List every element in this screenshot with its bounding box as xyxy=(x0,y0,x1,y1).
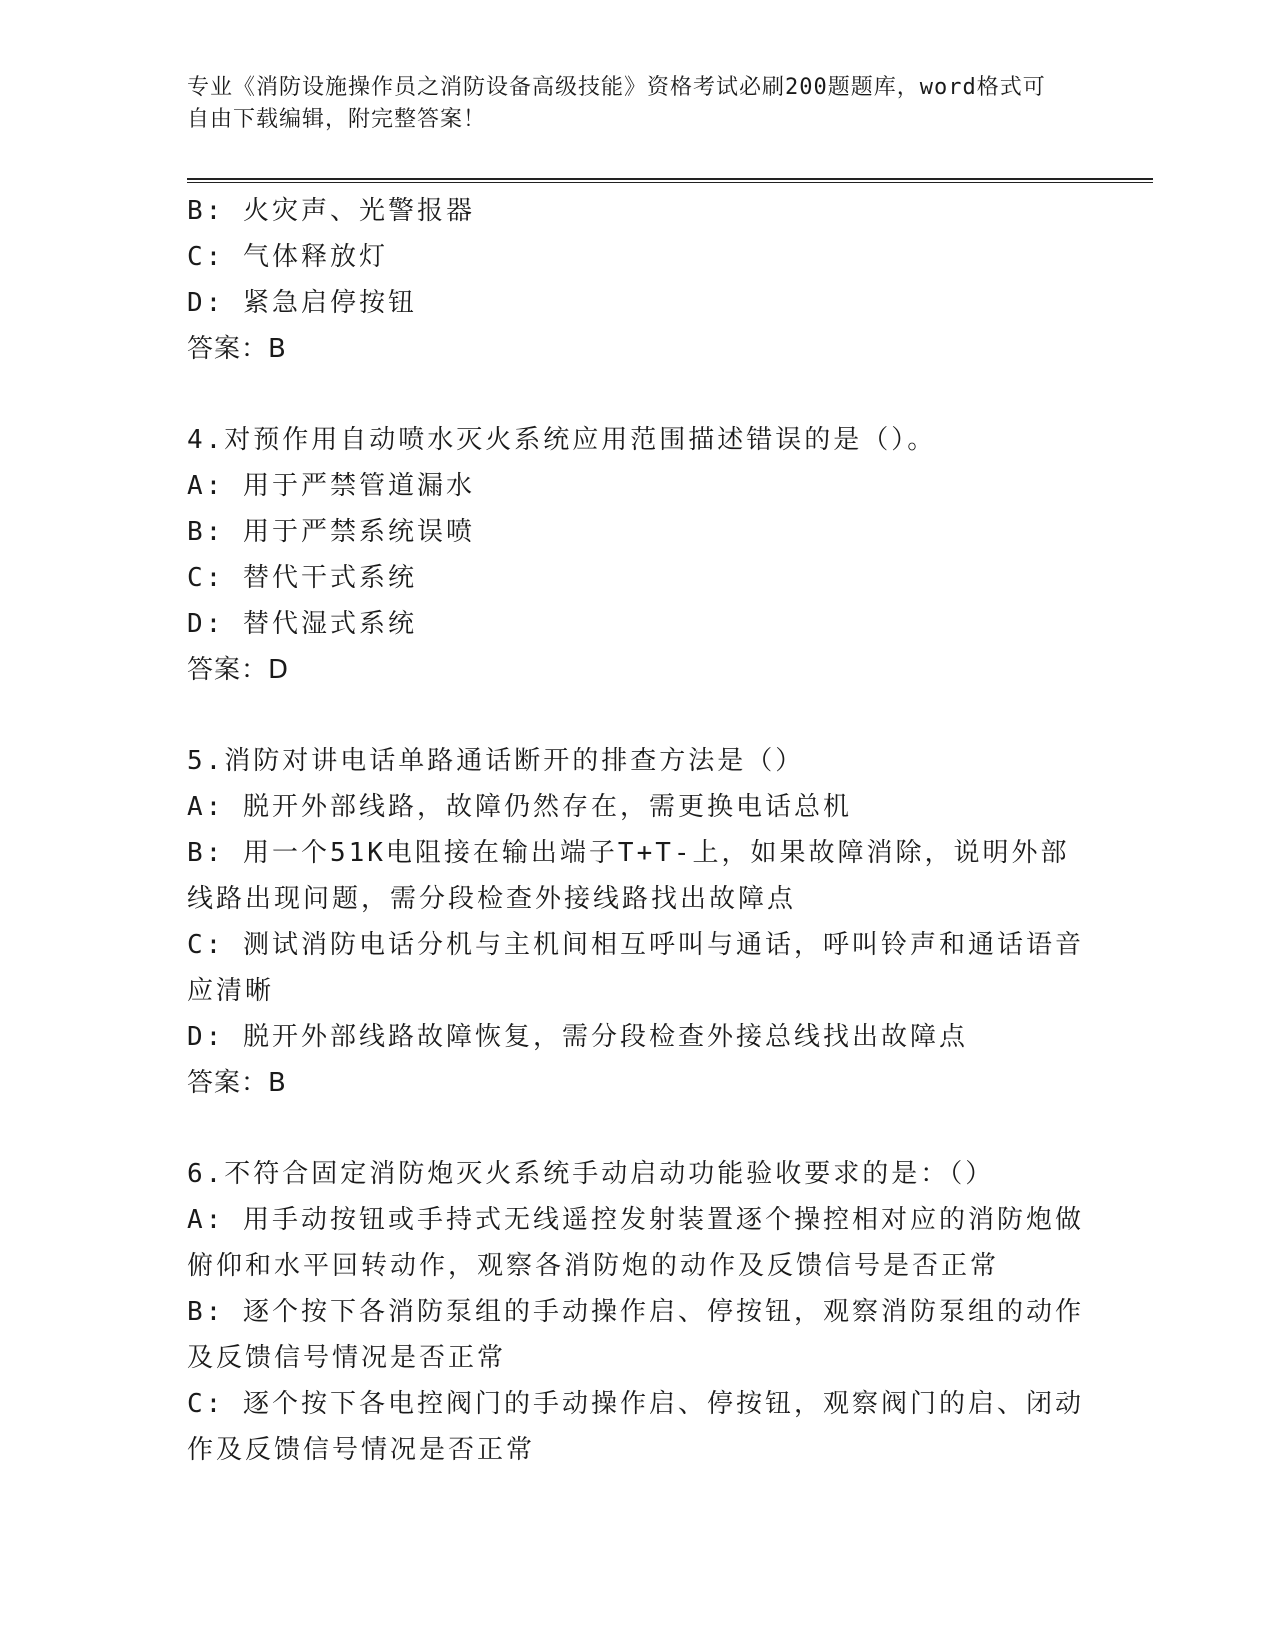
page-header: 专业《消防设施操作员之消防设备高级技能》资格考试必刷200题题库，word格式可自由下载编辑，附完整答案！ xyxy=(187,75,1046,132)
option-b: B: 用一个51K电阻接在输出端子T+T-上，如果故障消除，说明外部线路出现问题，需分段检查外接线路找出故障点 xyxy=(187,838,1070,914)
question-4 xyxy=(187,417,1087,693)
option-b: B: 用于严禁系统误喷 xyxy=(187,517,475,547)
option-d: D: 替代湿式系统 xyxy=(187,609,417,639)
option-c: C: 逐个按下各电控阀门的手动操作启、停按钮，观察阀门的启、闭动作及反馈信号情况是否正常 xyxy=(187,1389,1084,1465)
document-body xyxy=(187,188,1087,1473)
answer-line: 答案：D xyxy=(187,655,290,685)
answer-line: 答案：B xyxy=(187,334,287,364)
option-c: C: 气体释放灯 xyxy=(187,242,388,272)
answer-line: 答案：B xyxy=(187,1068,287,1098)
header-divider xyxy=(187,178,1153,183)
question-stem: 5.消防对讲电话单路通话断开的排查方法是（） xyxy=(187,746,805,776)
option-b: B: 逐个按下各消防泵组的手动操作启、停按钮，观察消防泵组的动作及反馈信号情况是否正常 xyxy=(187,1297,1084,1373)
option-c: C: 替代干式系统 xyxy=(187,563,417,593)
option-a: A: 用于严禁管道漏水 xyxy=(187,471,475,501)
question-stem: 4.对预作用自动喷水灭火系统应用范围描述错误的是（）。 xyxy=(187,425,937,455)
question-stem: 6.不符合固定消防炮灭火系统手动启动功能验收要求的是：（） xyxy=(187,1159,995,1189)
option-d: D: 紧急启停按钮 xyxy=(187,288,417,318)
question-3-tail xyxy=(187,188,1087,372)
question-6 xyxy=(187,1151,1087,1473)
option-a: A: 用手动按钮或手持式无线遥控发射装置逐个操控相对应的消防炮做俯仰和水平回转动作，观察各消防炮的动作及反馈信号是否正常 xyxy=(187,1205,1084,1281)
option-b: B: 火灾声、光警报器 xyxy=(187,196,475,226)
option-c: C: 测试消防电话分机与主机间相互呼叫与通话，呼叫铃声和通话语音应清晰 xyxy=(187,930,1084,1006)
question-5 xyxy=(187,738,1087,1106)
option-d: D: 脱开外部线路故障恢复，需分段检查外接总线找出故障点 xyxy=(187,1022,968,1052)
option-a: A: 脱开外部线路，故障仍然存在，需更换电话总机 xyxy=(187,792,852,822)
